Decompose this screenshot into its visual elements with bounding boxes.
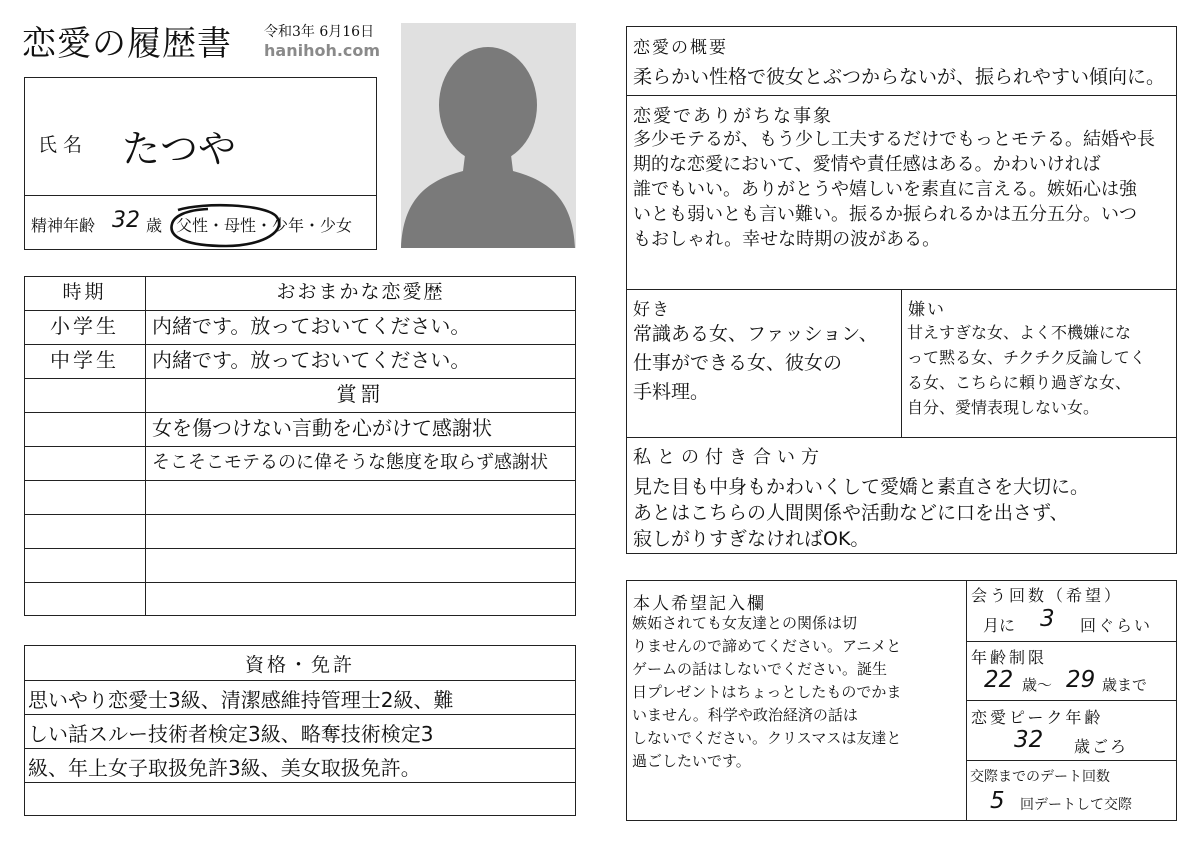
history-period xyxy=(24,412,145,445)
how-to-date-label: 私との付き合い方 xyxy=(633,447,825,468)
wishes-line: ゲームの話はしないでください。誕生 xyxy=(632,660,888,678)
dates-label: 交際までのデート回数 xyxy=(970,769,1110,785)
likes-line: 仕事ができる女、彼女の xyxy=(633,352,843,374)
photo-frame xyxy=(401,23,576,248)
peak-age-value: 32 xyxy=(1014,727,1044,753)
table-row xyxy=(24,446,576,479)
how-to-date-line: 寂しがりすぎなければOK。 xyxy=(633,528,870,550)
dislikes-label: 嫌い xyxy=(908,300,946,320)
wishes-label: 本人希望記入欄 xyxy=(633,594,766,614)
likes-label: 好き xyxy=(633,300,671,320)
meet-prefix: 月に xyxy=(983,616,1016,635)
meet-suffix: 回ぐらい xyxy=(1080,616,1153,635)
qualifications-line: 級、年上女子取扱免許3級、美女取扱免許。 xyxy=(28,756,421,780)
history-period xyxy=(24,582,145,615)
history-text: そこそこモテるのに偉そうな態度を取らず感謝状 xyxy=(152,452,548,473)
meet-value: 3 xyxy=(1040,606,1055,632)
overview-text: 柔らかい性格で彼女とぶつからないが、振られやすい傾向に。 xyxy=(633,66,1166,88)
history-header-text: おおまかな恋愛歴 xyxy=(276,281,445,303)
common-events-line: 誰でもいい。ありがとうや嬉しいを素直に言える。嫉妬心は強 xyxy=(633,179,1137,200)
age-limit-label: 年齢制限 xyxy=(971,648,1048,667)
common-events-line: 多少モテるが、もう少し工夫するだけでもっとモテる。結婚や長 xyxy=(633,129,1155,150)
history-text xyxy=(152,514,572,547)
date-text: 令和3年 6月16日 xyxy=(264,24,375,40)
age-limit-suffix: 歳まで xyxy=(1102,676,1148,694)
table-row xyxy=(24,582,576,615)
history-period xyxy=(24,480,145,513)
likes-line: 手料理。 xyxy=(633,381,710,403)
wishes-line: 日プレゼントはちょっとしたものでかま xyxy=(632,683,902,701)
history-period xyxy=(24,378,145,411)
history-header-row xyxy=(24,276,576,309)
dislikes-line: 甘えすぎな女、よく不機嫌にな xyxy=(907,323,1132,342)
wishes-line: 過ごしたいです。 xyxy=(632,752,751,770)
history-text xyxy=(152,480,572,513)
common-events-label: 恋愛でありがちな事象 xyxy=(633,106,833,127)
table-row xyxy=(24,548,576,581)
name-label: 氏名 xyxy=(38,134,89,156)
wishes-line: いません。科学や政治経済の話は xyxy=(632,706,858,724)
dates-suffix: 回デートして交際 xyxy=(1020,797,1132,813)
table-row xyxy=(24,378,576,411)
how-to-date-line: あとはこちらの人間関係や活動などに口を出さず、 xyxy=(633,502,1069,524)
mental-age-value: 32 xyxy=(112,208,140,233)
history-text: 内緒です。放っておいてください。 xyxy=(152,348,471,372)
wishes-line: しないでください。クリスマスは友達と xyxy=(632,729,902,747)
age-limit-max: 29 xyxy=(1066,667,1096,693)
history-period: 中学生 xyxy=(50,348,119,372)
table-row xyxy=(24,344,576,377)
peak-age-label: 恋愛ピーク年齢 xyxy=(971,708,1104,727)
table-row xyxy=(24,480,576,513)
table-row xyxy=(24,412,576,445)
circle-mark-icon xyxy=(164,200,290,252)
meet-label: 会う回数（希望） xyxy=(971,586,1124,605)
awards-header: 賞罰 xyxy=(336,382,385,406)
wishes-line: りませんので諦めてください。アニメと xyxy=(632,637,902,655)
name-value: たつや xyxy=(122,127,237,171)
age-limit-min: 22 xyxy=(984,667,1014,693)
table-row xyxy=(24,514,576,547)
page-title: 恋愛の履歴書 xyxy=(22,24,232,64)
history-text: 内緒です。放っておいてください。 xyxy=(152,314,471,338)
dislikes-line: る女、こちらに頼り過ぎな女、 xyxy=(907,373,1132,392)
likes-line: 常識ある女、ファッション、 xyxy=(633,323,878,345)
common-events-line: いとも弱いとも言い難い。振るか振られるかは五分五分。いつ xyxy=(633,204,1137,225)
history-text xyxy=(152,582,572,615)
dislikes-line: って黙る女、チクチク反論してく xyxy=(907,348,1146,367)
dislikes-line: 自分、愛情表現しない女。 xyxy=(907,398,1100,417)
site-name: hanihoh.com xyxy=(264,41,381,60)
dates-value: 5 xyxy=(990,788,1005,814)
age-limit-sep: 歳～ xyxy=(1022,676,1053,694)
history-header-period: 時期 xyxy=(62,281,107,303)
history-period xyxy=(24,514,145,547)
qualifications-header: 資格・免許 xyxy=(244,654,355,676)
history-period xyxy=(24,446,145,479)
mental-age-label: 精神年齢 xyxy=(31,216,96,235)
history-period: 小学生 xyxy=(50,314,119,338)
common-events-line: もおしゃれ。幸せな時期の波がある。 xyxy=(633,229,941,250)
table-row xyxy=(24,310,576,343)
qualifications-line: しい話スルー技術者検定3級、略奪技術検定3 xyxy=(28,722,434,746)
qualifications-line: 思いやり恋愛士3級、清潔感維持管理士2級、難 xyxy=(28,688,454,712)
common-events-line: 期的な恋愛において、愛情や責任感はある。かわいければ xyxy=(633,154,1101,175)
roles-text: 父性・母性・少年・少女 xyxy=(176,216,353,235)
how-to-date-line: 見た目も中身もかわいくして愛嬌と素直さを大切に。 xyxy=(633,476,1090,498)
wishes-line: 嫉妬されても女友達との関係は切 xyxy=(632,614,858,632)
history-text xyxy=(152,548,572,581)
history-period xyxy=(24,548,145,581)
peak-age-suffix: 歳ごろ xyxy=(1074,737,1129,756)
overview-label: 恋愛の概要 xyxy=(633,38,728,58)
history-text: 女を傷つけない言動を心がけて感謝状 xyxy=(152,416,492,440)
person-silhouette-icon xyxy=(401,23,576,248)
age-unit: 歳 xyxy=(146,216,163,235)
